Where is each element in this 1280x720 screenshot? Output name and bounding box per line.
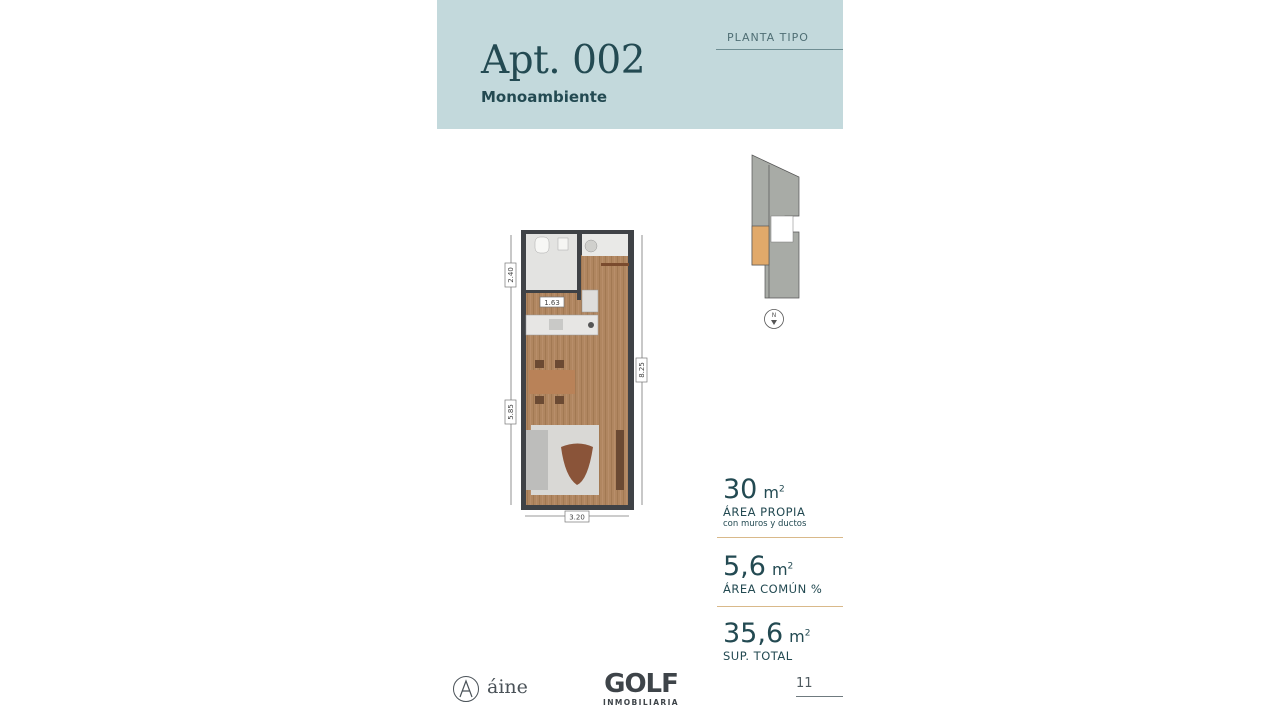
svg-text:1.63: 1.63	[544, 299, 560, 307]
stat-note: con muros y ductos	[723, 519, 807, 529]
stat-value: 30	[723, 474, 758, 505]
stat-unit: $m^2$	[763, 483, 785, 502]
stat-common-area	[723, 553, 822, 596]
stat-label: ÁREA COMÚN %	[723, 582, 823, 596]
dim-bath-width	[540, 297, 564, 307]
stat-unit: $m^2$	[771, 560, 794, 579]
key-plan	[737, 150, 817, 340]
stat-total-area	[723, 620, 810, 663]
floor-plan-drawing	[503, 225, 653, 525]
plan-type-label: PLANTA TIPO	[727, 31, 809, 44]
stat-unit: $m^2$	[789, 627, 811, 646]
dim-total-height	[636, 358, 647, 382]
dim-lower-height	[505, 400, 516, 424]
golf-logo-subtitle: INMOBILIARIA	[603, 698, 679, 707]
unit-highlight	[752, 226, 769, 265]
stat-label: ÁREA PROPIA	[723, 505, 806, 519]
svg-text:N: N	[771, 312, 777, 319]
plan-type-rule	[716, 49, 843, 50]
stat-value: 5,6	[723, 551, 766, 582]
floor-plan-page	[437, 0, 843, 720]
stat-divider	[717, 606, 843, 607]
svg-text:5.85: 5.85	[507, 404, 515, 420]
dim-upper-height	[505, 263, 516, 287]
aine-brand-name: áine	[487, 676, 528, 698]
stat-divider	[717, 537, 843, 538]
stat-value: 35,6	[723, 618, 784, 649]
apartment-title: Apt. 002	[481, 38, 646, 83]
golf-logo: GOLF	[604, 669, 678, 699]
north-compass-icon	[765, 310, 784, 329]
page-number: 11	[796, 676, 813, 691]
svg-text:2.40: 2.40	[507, 267, 515, 283]
page-number-rule	[796, 696, 843, 697]
apartment-type: Monoambiente	[481, 88, 608, 106]
header-banner	[437, 0, 843, 129]
stat-label: SUP. TOTAL	[723, 649, 793, 663]
stat-own-area	[723, 476, 806, 529]
dim-width	[565, 511, 589, 522]
svg-text:3.20: 3.20	[569, 513, 585, 522]
svg-text:8.25: 8.25	[638, 362, 646, 378]
aine-logo-icon	[452, 675, 482, 705]
